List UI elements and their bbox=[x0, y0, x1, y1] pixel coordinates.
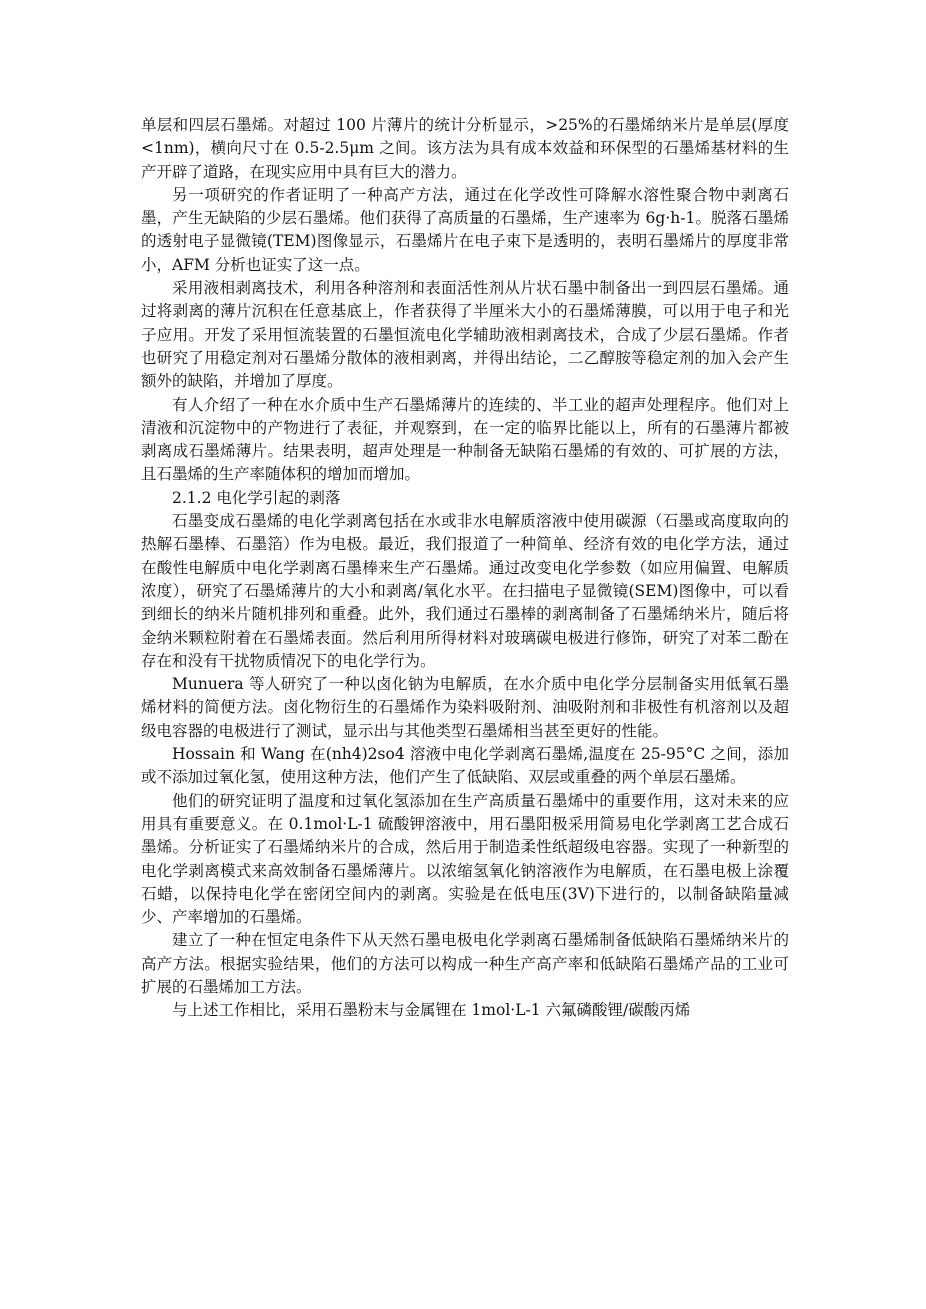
paragraph: 采用液相剥离技术，利用各种溶剂和表面活性剂从片状石墨中制备出一到四层石墨烯。通过将剥离的薄片沉积在任意基底上，作者获得了半厘米大小的石墨烯薄膜，可以用于电子和光子应用。开发了采用恒流装置的石墨恒流电化学辅助液相剥离技术，合成了少层石墨烯。作者也研究了用稳定剂对石墨烯分散体的液相剥离，并得出结论，二乙醇胺等稳定剂的加入会产生额外的缺陷，并增加了厚度。 bbox=[141, 279, 789, 391]
paragraph: 他们的研究证明了温度和过氧化氢添加在生产高质量石墨烯中的重要作用，这对未来的应用具有重要意义。在 0.1mol·L-1 硫酸钾溶液中，用石墨阳极采用简易电化学剥离工艺合成石墨烯。分析证实了石墨烯纳米片的合成，然后用于制造柔性纸超级电容器。实现了一种新型的电化学剥离模式来高效制备石墨烯薄片。以浓缩氢氧化钠溶液作为电解质，在石墨电极上涂覆石蜡，以保持电化学在密闭空间内的剥离。实验是在低电压(3V)下进行的，以制备缺陷量减少、产率增加的石墨烯。 bbox=[141, 791, 789, 927]
paragraph: Munuera 等人研究了一种以卤化钠为电解质，在水介质中电化学分层制备实用低氧石墨烯材料的简便方法。卤化物衍生的石墨烯作为染料吸附剂、油吸附剂和非极性有机溶剂以及超级电容器的电极进行了测试，显示出与其他类型石墨烯相当甚至更好的性能。 bbox=[141, 675, 789, 740]
paragraph-continuation: 单层和四层石墨烯。对超过 100 片薄片的统计分析显示，>25%的石墨烯纳米片是单层(厚度<1nm)，横向尺寸在 0.5-2.5μm 之间。该方法为具有成本效益和环保型的石墨烯基材料的生产开辟了道路，在现实应用中具有巨大的潜力。 bbox=[141, 116, 789, 181]
document-body bbox=[141, 114, 789, 1023]
paragraph: 另一项研究的作者证明了一种高产方法，通过在化学改性可降解水溶性聚合物中剥离石墨，产生无缺陷的少层石墨烯。他们获得了高质量的石墨烯，生产速率为 6g·h-1。脱落石墨烯的透射电子显微镜(TEM)图像显示，石墨烯片在电子束下是透明的，表明石墨烯片的厚度非常小，AFM 分析也证实了这一点。 bbox=[141, 185, 789, 274]
section-heading: 2.1.2 电化学引起的剥落 bbox=[172, 488, 341, 507]
paragraph: 有人介绍了一种在水介质中生产石墨烯薄片的连续的、半工业的超声处理程序。他们对上清液和沉淀物中的产物进行了表征，并观察到，在一定的临界比能以上，所有的石墨薄片都被剥离成石墨烯薄片。结果表明，超声处理是一种制备无缺陷石墨烯的有效的、可扩展的方法，且石墨烯的生产率随体积的增加而增加。 bbox=[141, 395, 789, 484]
paragraph-truncated: 与上述工作相比，采用石墨粉末与金属锂在 1mol·L-1 六氟磷酸锂/碳酸丙烯 bbox=[172, 1001, 691, 1020]
paragraph: 石墨变成石墨烯的电化学剥离包括在水或非水电解质溶液中使用碳源（石墨或高度取向的热解石墨棒、石墨箔）作为电极。最近，我们报道了一种简单、经济有效的电化学方法，通过在酸性电解质中电化学剥离石墨棒来生产石墨烯。通过改变电化学参数（如应用偏置、电解质浓度），研究了石墨烯薄片的大小和剥离/氧化水平。在扫描电子显微镜(SEM)图像中，可以看到细长的纳米片随机排列和重叠。此外，我们通过石墨棒的剥离制备了石墨烯纳米片，随后将金纳米颗粒附着在石墨烯表面。然后利用所得材料对玻璃碳电极进行修饰，研究了对苯二酚在存在和没有干扰物质情况下的电化学行为。 bbox=[141, 512, 789, 670]
paragraph: 建立了一种在恒定电条件下从天然石墨电极电化学剥离石墨烯制备低缺陷石墨烯纳米片的高产方法。根据实验结果，他们的方法可以构成一种生产高产率和低缺陷石墨烯产品的工业可扩展的石墨烯加工方法。 bbox=[141, 931, 789, 996]
paragraph: Hossain 和 Wang 在(nh4)2so4 溶液中电化学剥离石墨烯,温度在 25-95°C 之间，添加或不添加过氧化氢，使用这种方法，他们产生了低缺陷、双层或重叠的两个单层石墨烯。 bbox=[141, 745, 789, 787]
